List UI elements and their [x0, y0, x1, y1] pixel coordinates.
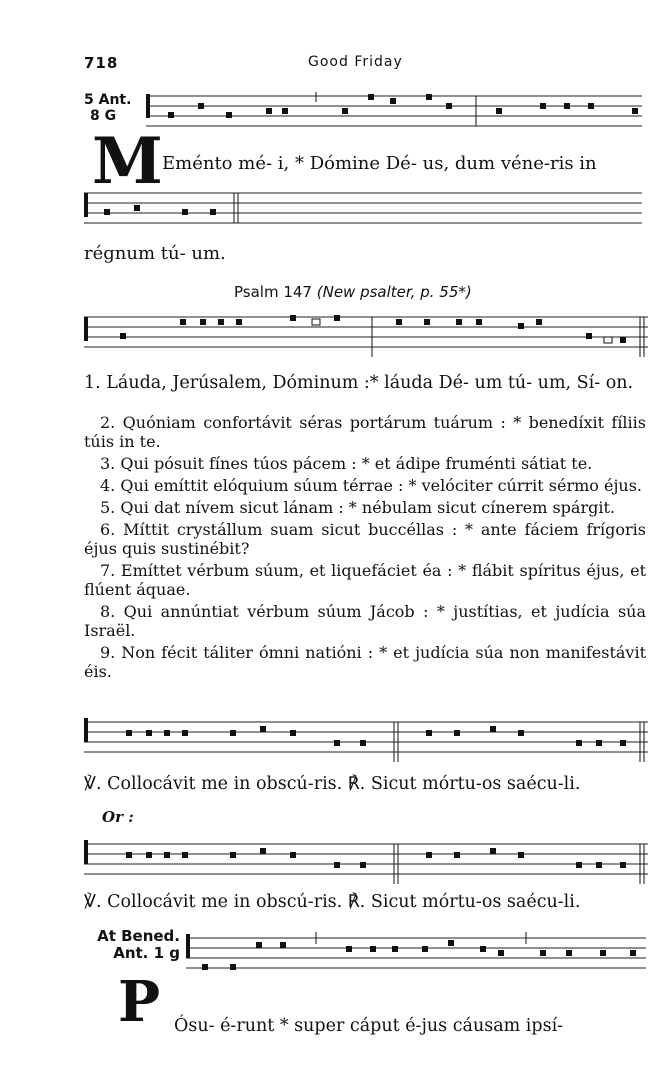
benedictus-label-line1: At Bened. — [97, 927, 180, 945]
psalm-verse-4: 4. Qui emíttit elóquium súum térrae : * velóciter cúrrit sérmo éjus. — [100, 476, 643, 495]
psalm-verse-2: 2. Quóniam confortávit séras portárum tuárum : * benedíxit fíliis túis in te. — [84, 413, 646, 451]
psalm-verse-3: 3. Qui pósuit fínes túos pácem : * et ádipe fruménti sátiat te. — [100, 454, 593, 473]
psalm-verse-9: 9. Non fécit táliter ómni natióni : * et judícia súa non manifestávit éis. — [84, 643, 646, 681]
psalm-heading — [234, 283, 472, 301]
versicle-2-text: ℣. Collocávit me in obscú-ris. ℟. Sicut mórtu-os saécu-li. — [84, 892, 581, 912]
antiphon-lyric-line2: régnum tú- um. — [84, 243, 226, 264]
drop-cap-m: M — [92, 124, 163, 199]
antiphon-number: 5 Ant. — [84, 92, 132, 108]
benedictus-label-line2: Ant. 1 g — [113, 944, 180, 962]
benedictus-lyric-line1: Ósu- é-runt * super cáput é-jus cáusam ipsí- — [174, 1016, 564, 1036]
page-title: Good Friday — [308, 54, 403, 70]
or-label: Or : — [102, 808, 134, 826]
psalm-verse-1: 1. Láuda, Jerúsalem, Dóminum :* láuda Dé- um tú- um, Sí- on. — [84, 373, 634, 393]
antiphon-lyric-line1: Eménto mé- i, * Dómine Dé- us, dum véne-ris in — [162, 153, 597, 174]
psalm-verse-5: 5. Qui dat nívem sicut lánam : * nébulam sicut cínerem spárgit. — [100, 498, 615, 517]
chant-staff-1 — [146, 92, 642, 132]
chant-staff-psalm — [84, 311, 648, 359]
drop-cap-p: P — [118, 969, 161, 1035]
psalm-verses — [84, 413, 646, 684]
chant-staff-versicle-2 — [84, 836, 648, 884]
chant-staff-2 — [84, 189, 642, 229]
antiphon-mode: 8 G — [90, 108, 117, 124]
versicle-1-text: ℣. Collocávit me in obscú-ris. ℟. Sicut mórtu-os saécu-li. — [84, 774, 581, 794]
chant-staff-versicle-1 — [84, 714, 648, 762]
page-number: 718 — [84, 54, 119, 72]
psalm-number: Psalm 147 — [234, 283, 312, 301]
benedictus-label — [84, 928, 180, 962]
psalm-verse-8: 8. Qui annúntiat vérbum súum Jácob : * justítias, et judícia súa Israël. — [84, 602, 646, 640]
psalm-note: (New psalter, p. 55*) — [316, 283, 472, 301]
psalm-verse-7: 7. Emíttet vérbum súum, et liquefáciet éa : * flábit spíritus éjus, et flúent áquae. — [84, 561, 646, 599]
chant-staff-benedictus — [186, 932, 646, 980]
antiphon-label — [84, 92, 144, 124]
psalm-verse-6: 6. Míttit crystállum suam sicut buccéllas : * ante fáciem frígoris éjus quis sustinébit? — [84, 520, 646, 558]
